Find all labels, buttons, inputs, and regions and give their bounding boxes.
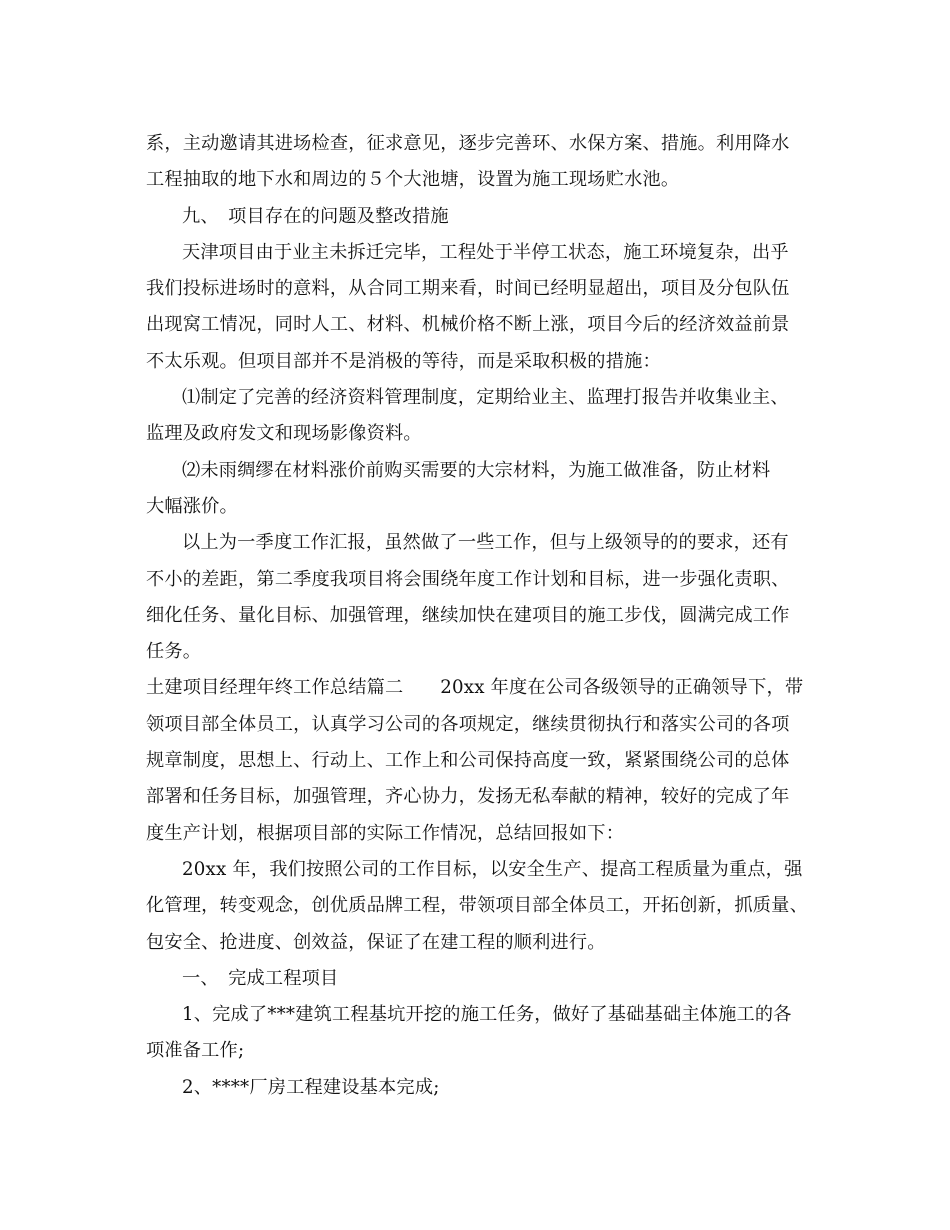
text-line: 规章制度，思想上、行动上、工作上和公司保持高度一致，紧紧围绕公司的总体 (146, 750, 790, 772)
text-line: 1、完成了***建筑工程基坑开挖的施工任务，做好了基础基础主体施工的各 (182, 1004, 792, 1026)
text-line: 一、 完成工程项目 (182, 967, 339, 989)
text-line: 化管理，转变观念，创优质品牌工程，带领项目部全体员工，开拓创新，抓质量、 (146, 895, 808, 917)
text-line: 2、****厂房工程建设基本完成; (182, 1076, 440, 1098)
text-line: 不小的差距，第二季度我项目将会围绕年度工作计划和目标，进一步强化责职、 (146, 568, 790, 590)
text-line: 不太乐观。但项目部并不是消极的等待，而是采取积极的措施： (146, 350, 661, 372)
text-line: ⑵未雨绸缪在材料涨价前购买需要的大宗材料，为施工做准备，防止材料 (182, 459, 771, 481)
text-line: 20xx 年，我们按照公司的工作目标，以安全生产、提高工程质量为重点，强 (182, 858, 803, 880)
text-line: 项准备工作; (146, 1040, 245, 1062)
text-line: 细化任务、量化目标、加强管理，继续加快在建项目的施工步伐，圆满完成工作 (146, 604, 790, 626)
text-line: 度生产计划，根据项目部的实际工作情况，总结回报如下： (146, 822, 625, 844)
text-line: 部署和任务目标，加强管理，齐心协力，发扬无私奉献的精神，较好的完成了年 (146, 786, 790, 808)
text-line: 出现窝工情况，同时人工、材料、机械价格不断上涨，项目今后的经济效益前景 (146, 314, 790, 336)
text-line: ⑴制定了完善的经济资料管理制度，定期给业主、监理打报告并收集业主、 (182, 387, 789, 409)
text-line: 监理及政府发文和现场影像资料。 (146, 423, 422, 445)
text-line: 领项目部全体员工，认真学习公司的各项规定，继续贯彻执行和落实公司的各项 (146, 713, 790, 735)
text-line: 任务。 (146, 641, 202, 663)
text-line: 以上为一季度工作汇报，虽然做了一些工作，但与上级领导的的要求，还有 (182, 532, 789, 554)
text-line: 九、 项目存在的问题及整改措施 (182, 205, 449, 227)
text-line: 土建项目经理年终工作总结篇二 20xx 年度在公司各级领导的正确领导下，带 (146, 677, 804, 699)
text-line: 包安全、抢进度、创效益，保证了在建工程的顺利进行。 (146, 931, 606, 953)
text-line: 工程抽取的地下水和周边的５个大池塘，设置为施工现场贮水池。 (146, 169, 680, 191)
document-body (146, 126, 816, 1106)
text-line: 系，主动邀请其进场检查，征求意见，逐步完善环、水保方案、措施。利用降水 (146, 133, 790, 154)
text-line: 大幅涨价。 (146, 495, 238, 517)
text-line: 我们投标进场时的意料，从合同工期来看，时间已经明显超出，项目及分包队伍 (146, 278, 790, 300)
text-line: 天津项目由于业主未拆迁完毕，工程处于半停工状态，施工环境复杂，出乎 (182, 241, 789, 263)
